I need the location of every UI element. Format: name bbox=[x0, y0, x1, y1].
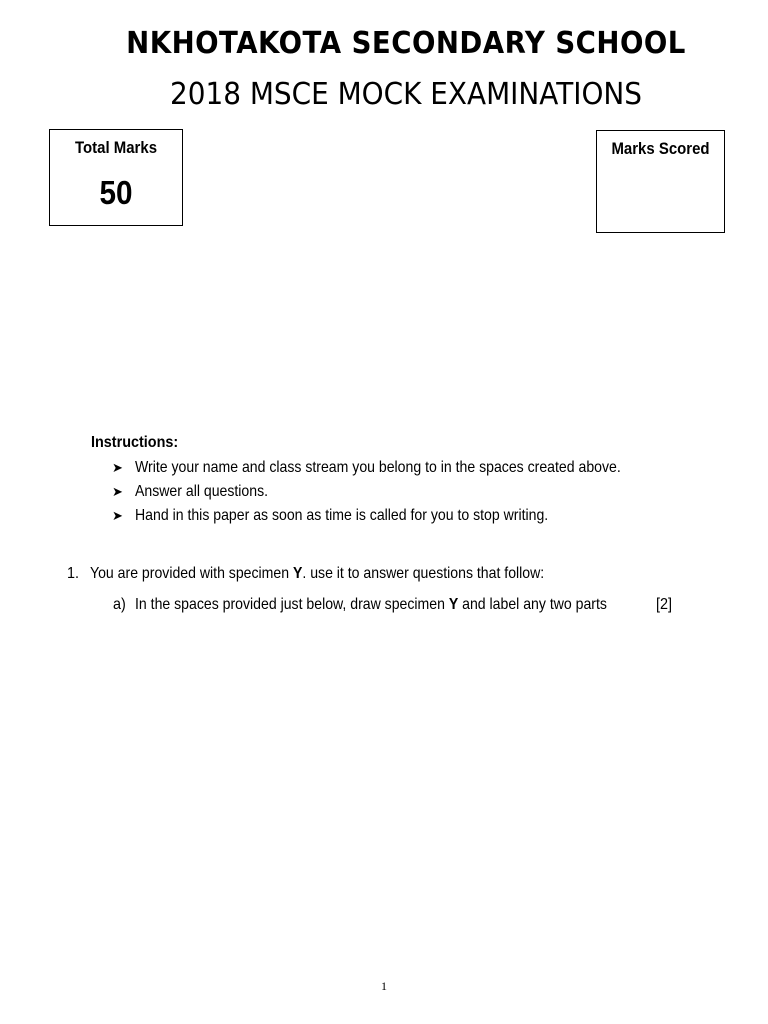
page-number: 1 bbox=[381, 979, 387, 993]
question-1-text-end: . use it to answer questions that follow: bbox=[302, 565, 545, 582]
question-1a-label: a) bbox=[113, 596, 126, 613]
total-marks-value: 50 bbox=[99, 174, 133, 211]
question-1-number: 1. bbox=[67, 565, 80, 582]
instructions-heading: Instructions: bbox=[91, 434, 179, 451]
instruction-text: Answer all questions. bbox=[135, 483, 269, 500]
exam-title: 2018 MSCE MOCK EXAMINATIONS bbox=[169, 77, 643, 112]
question-1-text bbox=[90, 565, 544, 583]
arrowhead-bullet-icon: ➤ bbox=[112, 460, 123, 475]
instruction-text: Write your name and class stream you belong to in the spaces created above. bbox=[135, 459, 621, 476]
total-marks-box bbox=[49, 129, 183, 226]
question-1a-specimen: Y bbox=[448, 596, 459, 613]
question-1a-marks: [2] bbox=[656, 596, 673, 613]
question-1a-text-start: In the spaces provided just below, draw specimen bbox=[135, 596, 449, 613]
question-1-specimen: Y bbox=[292, 565, 303, 582]
total-marks-label: Total Marks bbox=[74, 138, 158, 157]
arrowhead-bullet-icon: ➤ bbox=[112, 508, 123, 523]
marks-scored-label: Marks Scored bbox=[611, 139, 710, 158]
marks-scored-box bbox=[596, 130, 725, 233]
question-1a-text bbox=[135, 596, 607, 614]
instruction-text: Hand in this paper as soon as time is called for you to stop writing. bbox=[135, 507, 549, 524]
question-1-text-start: You are provided with specimen bbox=[90, 565, 293, 582]
arrowhead-bullet-icon: ➤ bbox=[112, 484, 123, 499]
school-name: NKHOTAKOTA SECONDARY SCHOOL bbox=[126, 26, 686, 61]
question-1a-text-end: and label any two parts bbox=[458, 596, 607, 613]
